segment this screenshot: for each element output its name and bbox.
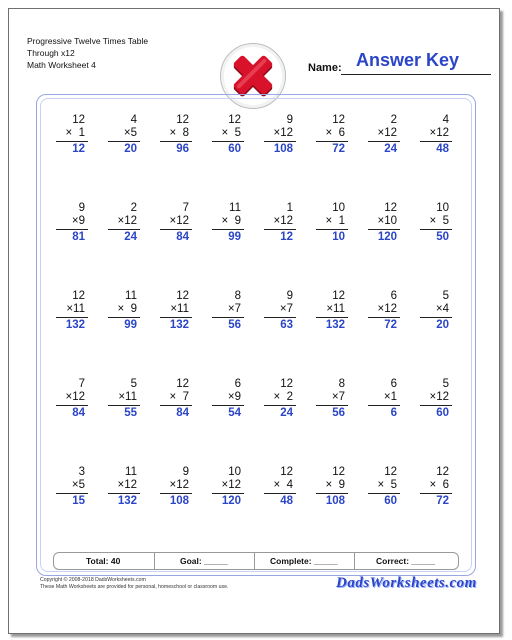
multiplication-problem bbox=[414, 114, 452, 164]
problem-row bbox=[50, 290, 460, 350]
multiplicand: 12 bbox=[384, 466, 397, 478]
answer-line bbox=[160, 229, 192, 230]
multiplicand: 6 bbox=[390, 378, 397, 390]
answer-line bbox=[264, 317, 296, 318]
multiplicand: 10 bbox=[228, 466, 241, 478]
answer-line bbox=[56, 229, 88, 230]
multiplication-problem bbox=[310, 466, 348, 516]
multiplier: ×9 bbox=[71, 215, 85, 227]
multiplier: ×12 bbox=[221, 479, 241, 491]
answer-line bbox=[108, 405, 140, 406]
multiplicand: 5 bbox=[442, 290, 449, 302]
multiplier: ×12 bbox=[117, 215, 137, 227]
multiplication-problem bbox=[154, 466, 192, 516]
name-row bbox=[308, 52, 488, 76]
footer-divider bbox=[154, 553, 155, 569]
multiplier: × 9 bbox=[221, 215, 241, 227]
multiplier: ×7 bbox=[331, 391, 345, 403]
answer-line bbox=[420, 493, 452, 494]
multiplier: ×12 bbox=[429, 127, 449, 139]
multiplicand: 2 bbox=[130, 202, 137, 214]
multiplier: ×12 bbox=[273, 127, 293, 139]
multiplication-problem bbox=[50, 378, 88, 428]
multiplicand: 12 bbox=[72, 114, 85, 126]
multiplication-problem bbox=[362, 290, 400, 340]
multiplicand: 12 bbox=[384, 202, 397, 214]
multiplication-problem bbox=[310, 290, 348, 340]
multiplicand: 10 bbox=[332, 202, 345, 214]
answer-value: 108 bbox=[273, 143, 293, 155]
answer-value: 72 bbox=[384, 319, 397, 331]
answer-line bbox=[108, 317, 140, 318]
answer-value: 63 bbox=[280, 319, 293, 331]
multiplier: ×12 bbox=[117, 479, 137, 491]
multiplication-problem bbox=[50, 114, 88, 164]
multiplicand: 4 bbox=[130, 114, 137, 126]
answer-line bbox=[212, 229, 244, 230]
answer-line bbox=[264, 141, 296, 142]
multiplier: × 9 bbox=[325, 479, 345, 491]
answer-line bbox=[160, 141, 192, 142]
multiplier: ×10 bbox=[377, 215, 397, 227]
answer-value: 81 bbox=[72, 231, 85, 243]
multiplication-problem bbox=[102, 466, 140, 516]
multiplication-problem bbox=[50, 202, 88, 252]
answer-value: 120 bbox=[221, 495, 241, 507]
multiplier: × 1 bbox=[65, 127, 85, 139]
answer-line bbox=[264, 493, 296, 494]
multiplication-problem bbox=[50, 466, 88, 516]
complete-field: Complete: _____ bbox=[270, 556, 338, 566]
answer-value: 15 bbox=[72, 495, 85, 507]
answer-value: 12 bbox=[280, 231, 293, 243]
multiplicand: 12 bbox=[280, 378, 293, 390]
answer-line bbox=[56, 317, 88, 318]
multiplication-problem bbox=[154, 202, 192, 252]
copyright-notice bbox=[40, 577, 228, 591]
answer-line bbox=[316, 141, 348, 142]
multiplier: × 5 bbox=[377, 479, 397, 491]
multiplicand: 8 bbox=[234, 290, 241, 302]
answer-line bbox=[56, 493, 88, 494]
title-line-1: Progressive Twelve Times Table bbox=[27, 36, 149, 46]
answer-value: 84 bbox=[176, 231, 189, 243]
multiplicand: 8 bbox=[338, 378, 345, 390]
multiplicand: 3 bbox=[78, 466, 85, 478]
copyright-line-1: Copyright © 2008-2018 DadsWorksheets.com bbox=[40, 577, 146, 583]
multiplicand: 12 bbox=[72, 290, 85, 302]
multiplication-problem bbox=[414, 378, 452, 428]
multiplication-problem bbox=[362, 114, 400, 164]
answer-value: 24 bbox=[124, 231, 137, 243]
multiplicand: 12 bbox=[176, 290, 189, 302]
answer-value: 84 bbox=[72, 407, 85, 419]
answer-value: 132 bbox=[325, 319, 345, 331]
score-footer bbox=[53, 552, 459, 570]
answer-value: 99 bbox=[228, 231, 241, 243]
multiplier: × 2 bbox=[273, 391, 293, 403]
multiplier: × 5 bbox=[429, 215, 449, 227]
multiplication-problem bbox=[362, 466, 400, 516]
answer-value: 20 bbox=[436, 319, 449, 331]
problem-row bbox=[50, 466, 460, 526]
multiplicand: 7 bbox=[78, 378, 85, 390]
brand-logo: DadsWorksheets.com bbox=[336, 575, 477, 591]
multiplication-problem bbox=[310, 114, 348, 164]
multiplicand: 7 bbox=[182, 202, 189, 214]
multiplicand: 9 bbox=[182, 466, 189, 478]
multiplier: ×11 bbox=[326, 303, 345, 315]
multiplicand: 6 bbox=[390, 290, 397, 302]
multiplicand: 12 bbox=[176, 114, 189, 126]
answer-line bbox=[420, 141, 452, 142]
multiplication-problem bbox=[102, 114, 140, 164]
problem-row bbox=[50, 378, 460, 438]
answer-line bbox=[212, 493, 244, 494]
answer-value: 96 bbox=[176, 143, 189, 155]
multiplier: ×12 bbox=[377, 127, 397, 139]
answer-value: 6 bbox=[390, 407, 397, 419]
answer-value: 60 bbox=[436, 407, 449, 419]
multiplicand: 9 bbox=[286, 290, 293, 302]
answer-line bbox=[212, 317, 244, 318]
multiplier: × 1 bbox=[325, 215, 345, 227]
answer-line bbox=[420, 229, 452, 230]
multiplier: ×11 bbox=[66, 303, 85, 315]
multiplication-problem bbox=[102, 290, 140, 340]
multiplicand: 12 bbox=[176, 378, 189, 390]
answer-value: 24 bbox=[280, 407, 293, 419]
answer-line bbox=[212, 405, 244, 406]
multiplication-problem bbox=[258, 202, 296, 252]
multiplicand: 6 bbox=[234, 378, 241, 390]
answer-value: 72 bbox=[436, 495, 449, 507]
multiplicand: 2 bbox=[390, 114, 397, 126]
answer-value: 108 bbox=[169, 495, 189, 507]
multiplication-problem bbox=[362, 378, 400, 428]
answer-value: 48 bbox=[436, 143, 449, 155]
name-underline bbox=[341, 74, 491, 75]
answer-value: 60 bbox=[384, 495, 397, 507]
multiplication-problem bbox=[154, 114, 192, 164]
problem-row bbox=[50, 202, 460, 262]
multiplicand: 11 bbox=[125, 290, 137, 302]
multiplier: × 9 bbox=[117, 303, 137, 315]
answer-line bbox=[160, 405, 192, 406]
answer-line bbox=[368, 405, 400, 406]
multiplier: × 6 bbox=[325, 127, 345, 139]
multiplication-problem bbox=[310, 378, 348, 428]
answer-line bbox=[368, 317, 400, 318]
multiplicand: 9 bbox=[286, 114, 293, 126]
multiplication-problem bbox=[258, 466, 296, 516]
multiplier: ×5 bbox=[71, 479, 85, 491]
multiplicand: 11 bbox=[229, 202, 241, 214]
multiplication-problem bbox=[310, 202, 348, 252]
answer-value: 56 bbox=[332, 407, 345, 419]
multiplication-problem bbox=[414, 290, 452, 340]
multiplication-problem bbox=[206, 378, 244, 428]
footer-divider bbox=[354, 553, 355, 569]
answer-line bbox=[160, 493, 192, 494]
multiplicand: 12 bbox=[436, 466, 449, 478]
answer-line bbox=[160, 317, 192, 318]
multiplicand: 9 bbox=[78, 202, 85, 214]
answer-line bbox=[368, 229, 400, 230]
multiplication-problem bbox=[154, 290, 192, 340]
title-line-3: Math Worksheet 4 bbox=[27, 60, 96, 70]
multiplier: ×11 bbox=[118, 391, 137, 403]
answer-value: 54 bbox=[228, 407, 241, 419]
answer-line bbox=[56, 141, 88, 142]
multiplier: ×12 bbox=[273, 215, 293, 227]
multiplier: ×1 bbox=[383, 391, 397, 403]
answer-line bbox=[108, 229, 140, 230]
answer-line bbox=[264, 229, 296, 230]
title-line-2: Through x12 bbox=[27, 48, 75, 58]
correct-field: Correct: _____ bbox=[376, 556, 436, 566]
answer-line bbox=[368, 141, 400, 142]
multiplier: ×12 bbox=[65, 391, 85, 403]
multiplier: × 8 bbox=[169, 127, 189, 139]
answer-value: 50 bbox=[436, 231, 449, 243]
multiplication-problem bbox=[206, 290, 244, 340]
answer-line bbox=[108, 493, 140, 494]
multiplication-problem bbox=[362, 202, 400, 252]
answer-key-text: Answer Key bbox=[356, 50, 460, 70]
multiplier: ×7 bbox=[227, 303, 241, 315]
name-label: Name: bbox=[308, 62, 342, 74]
footer-divider bbox=[254, 553, 255, 569]
answer-line bbox=[212, 141, 244, 142]
multiplication-problem bbox=[206, 202, 244, 252]
multiplication-problem bbox=[258, 290, 296, 340]
multiplicand: 12 bbox=[228, 114, 241, 126]
multiplicand: 1 bbox=[286, 202, 293, 214]
multiplicand: 11 bbox=[125, 466, 137, 478]
multiplication-problem bbox=[414, 466, 452, 516]
answer-value: 120 bbox=[377, 231, 397, 243]
answer-value: 132 bbox=[65, 319, 85, 331]
answer-line bbox=[264, 405, 296, 406]
answer-line bbox=[316, 229, 348, 230]
answer-value: 72 bbox=[332, 143, 345, 155]
multiplication-problem bbox=[206, 114, 244, 164]
multiplier: ×12 bbox=[169, 479, 189, 491]
multiplicand: 12 bbox=[332, 466, 345, 478]
multiplier: ×4 bbox=[435, 303, 449, 315]
answer-value: 108 bbox=[325, 495, 345, 507]
multiplier: ×11 bbox=[170, 303, 189, 315]
multiplicand: 4 bbox=[442, 114, 449, 126]
multiplication-problem bbox=[102, 378, 140, 428]
multiplication-problem bbox=[154, 378, 192, 428]
multiplicand: 5 bbox=[130, 378, 137, 390]
multiplier: ×5 bbox=[123, 127, 137, 139]
multiplier: × 7 bbox=[169, 391, 189, 403]
multiplier: ×12 bbox=[377, 303, 397, 315]
answer-value: 55 bbox=[124, 407, 137, 419]
multiplier: ×12 bbox=[169, 215, 189, 227]
answer-value: 24 bbox=[384, 143, 397, 155]
multiplication-problem bbox=[258, 378, 296, 428]
answer-value: 48 bbox=[280, 495, 293, 507]
multiplier: × 5 bbox=[221, 127, 241, 139]
multiplier: ×9 bbox=[227, 391, 241, 403]
multiplication-problem bbox=[50, 290, 88, 340]
answer-line bbox=[420, 317, 452, 318]
worksheet-title bbox=[27, 35, 148, 71]
copyright-line-2: These Math Worksheets are provided for personal, homeschool or classroom use. bbox=[40, 584, 229, 590]
answer-value: 56 bbox=[228, 319, 241, 331]
answer-value: 20 bbox=[124, 143, 137, 155]
multiplier: × 4 bbox=[273, 479, 293, 491]
answer-line bbox=[420, 405, 452, 406]
multiplicand: 12 bbox=[280, 466, 293, 478]
multiplier: ×7 bbox=[279, 303, 293, 315]
answer-line bbox=[368, 493, 400, 494]
answer-value: 60 bbox=[228, 143, 241, 155]
multiplicand: 5 bbox=[442, 378, 449, 390]
answer-value: 10 bbox=[332, 231, 345, 243]
answer-line bbox=[56, 405, 88, 406]
multiplication-problem bbox=[206, 466, 244, 516]
answer-value: 132 bbox=[117, 495, 137, 507]
goal-field: Goal: _____ bbox=[180, 556, 228, 566]
answer-value: 84 bbox=[176, 407, 189, 419]
multiplicand: 12 bbox=[332, 290, 345, 302]
problem-row bbox=[50, 114, 460, 174]
answer-value: 99 bbox=[124, 319, 137, 331]
multiplication-problem bbox=[258, 114, 296, 164]
answer-value: 12 bbox=[72, 143, 85, 155]
multiplier: ×12 bbox=[429, 391, 449, 403]
answer-line bbox=[316, 317, 348, 318]
multiplication-problem bbox=[102, 202, 140, 252]
total-count: Total: 40 bbox=[86, 556, 121, 566]
answer-line bbox=[316, 493, 348, 494]
answer-value: 132 bbox=[169, 319, 189, 331]
answer-line bbox=[316, 405, 348, 406]
multiplication-problem bbox=[414, 202, 452, 252]
answer-line bbox=[108, 141, 140, 142]
multiplicand: 10 bbox=[436, 202, 449, 214]
multiplicand: 12 bbox=[332, 114, 345, 126]
multiplier: × 6 bbox=[429, 479, 449, 491]
